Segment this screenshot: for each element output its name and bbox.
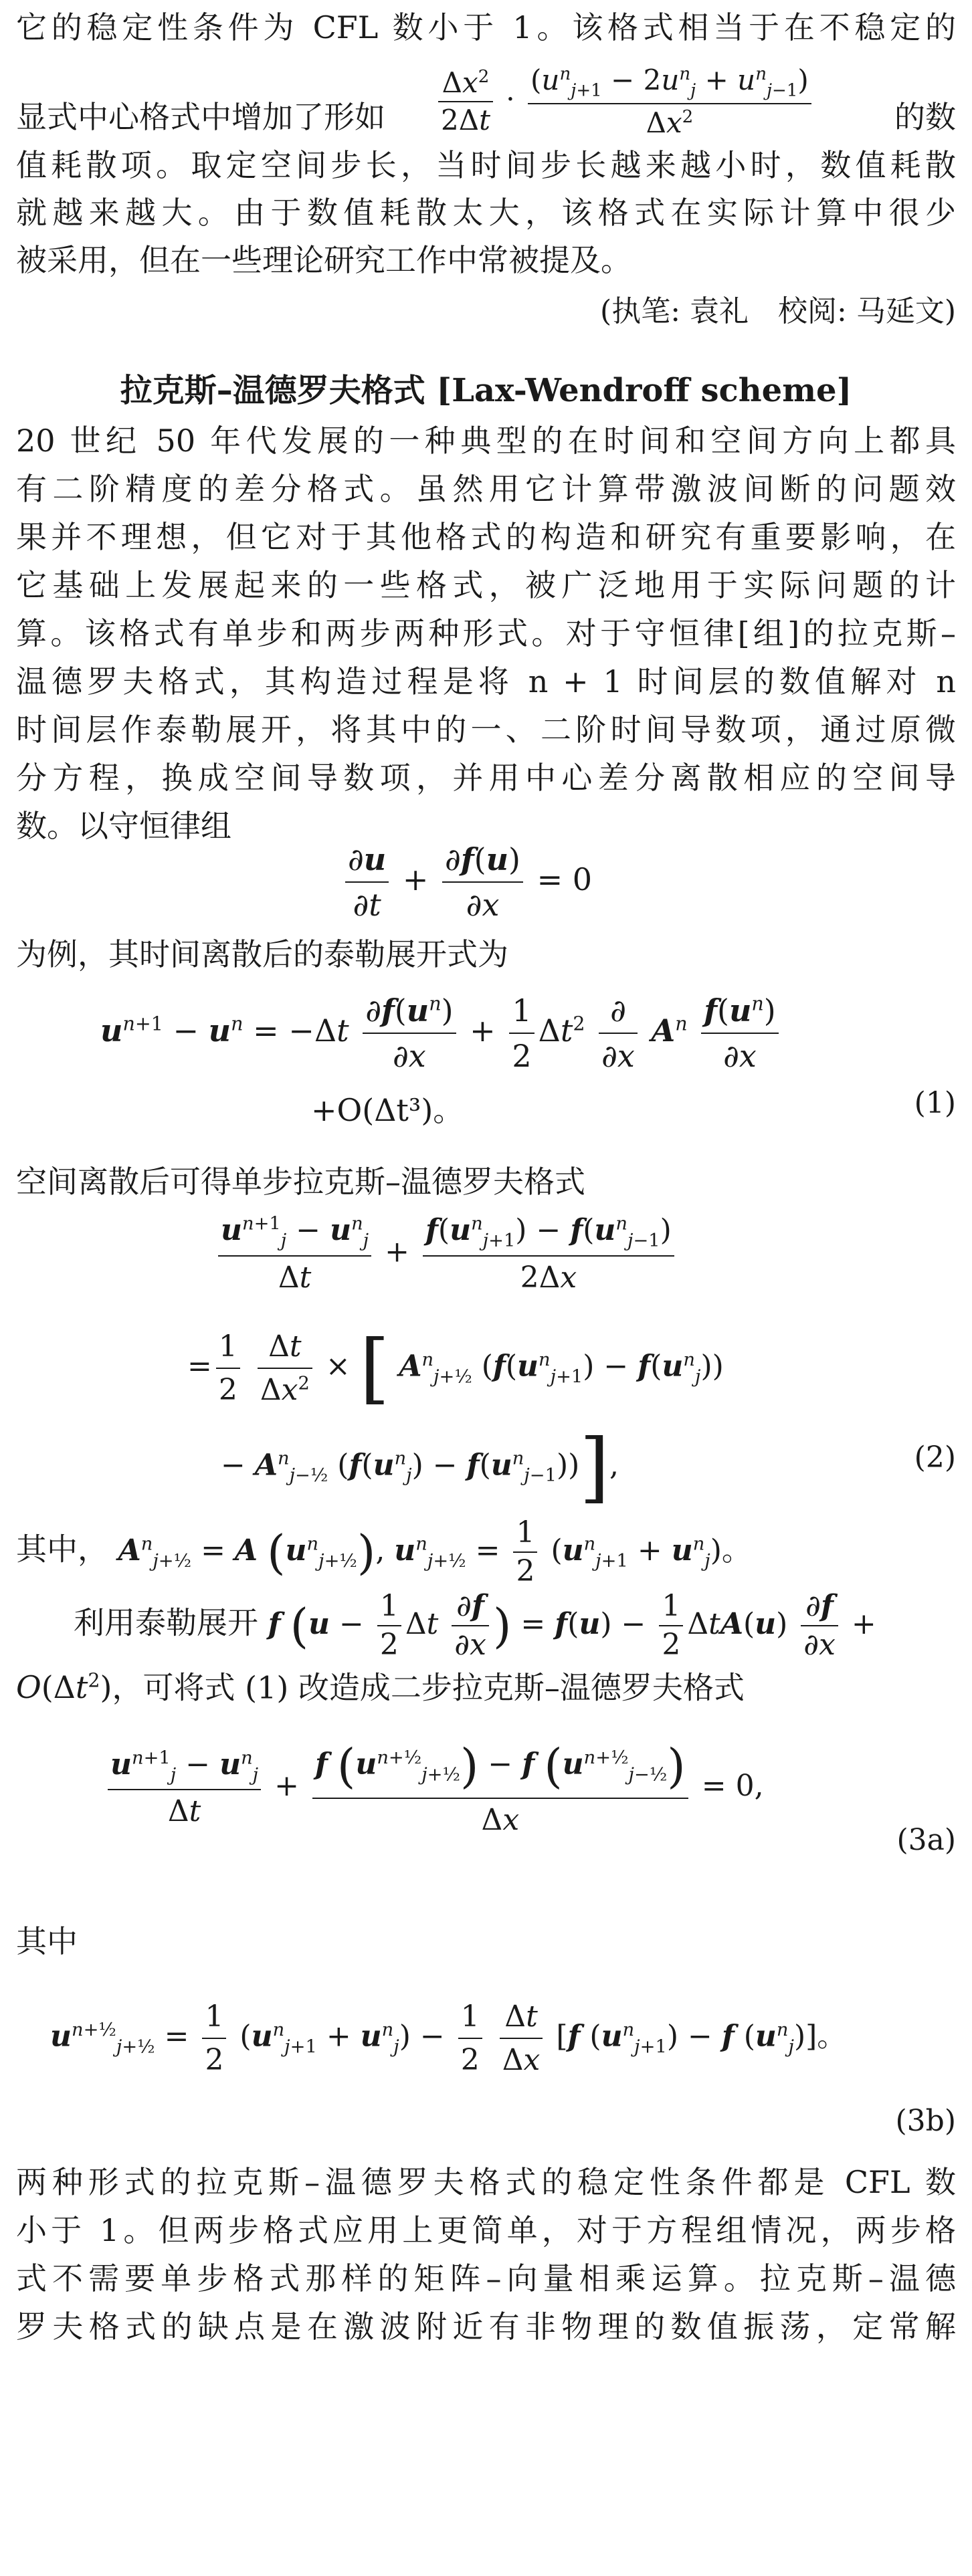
text-line: 数。以守恒律组 [16,808,231,844]
equation-2-line-1: $\frac{u^{n+1}_j - u^n_j}{\Delta t}$ + $\frac{f(u^n_{j+1}) - f(u^n_{j-1})}{2\Delta x}$ [214,1213,678,1295]
entry-title-en: [Lax-Wendroff scheme] [436,372,852,409]
equation-2-line-2: = $\frac{1}{2}$ $\frac{\Delta t}{\Delta x^2}$ × [ $A^n_{j+\frac{1}{2}}$ $(f(u^n_{j+1}) - f(u^n_j))$ [187,1323,724,1413]
equation-2-line-3: − $A^n_{j-\frac{1}{2}}$ $(f(u^n_j) - f(u^n_{j-1}))$], [221,1422,619,1511]
text-line: 时间层作泰勒展开，将其中的一、二阶时间导数项，通过原微 [16,712,956,748]
text-line: 温德罗夫格式，其构造过程是将 n + 1 时间层的数值解对 n [16,663,956,700]
text-line [16,1669,956,1706]
text-line: 就越来越大。由于数值耗散太大，该格式在实际计算中很少 [16,195,956,231]
text-line: 两种形式的拉克斯–温德罗夫格式的稳定性条件都是 CFL 数 [16,2164,956,2200]
inline-formula: f (u − $\frac{1}{2}$ Δt $\frac{\partial f}{\partial x}$ ) = f(u) − $\frac{1}{2}$ ΔtA(u) $\frac{\partial f}{\partial x}$ + [268,1589,876,1662]
equation-number: (3b) [895,2104,956,2138]
text-line: 式不需要单步格式那样的矩阵–向量相乘运算。拉克斯–温德 [16,2260,956,2296]
text-line: 被采用，但在一些理论研究工作中常被提及。 [16,242,631,278]
entry-heading [0,374,972,407]
text-line: 分方程，换成空间导数项，并用中心差分离散相应的空间导 [16,760,956,796]
text-line: 它的稳定性条件为 CFL 数小于 1。该格式相当于在不稳定的 [16,9,956,45]
equation-number: (3a) [896,1823,956,1857]
text-line: 20 世纪 50 年代发展的一种典型的在时间和空间方向上都具 [16,423,956,459]
inline-formula: $A^n_{j+\frac{1}{2}} = A$ $(u^n_{j+\frac{1}{2}})$, $u^n_{j+\frac{1}{2}}$ = $\frac{1}{2}$ $(u^n_{j+1} + u^n_j)$。 [118,1515,751,1588]
text-fragment: 显式中心格式中增加了形如 [16,99,385,135]
equation-number: (2) [914,1440,956,1475]
text-line: 空间离散后可得单步拉克斯–温德罗夫格式 [16,1164,585,1200]
equation-3b: $u^{n+\frac{1}{2}}_{j+\frac{1}{2}}$ = $\frac{1}{2}$ $(u^n_{j+1} + u^n_j)$ − $\frac{1}{2}$ $\frac{\Delta t}{\Delta x}$ [f $(u^n_{j+1}) - f$ $(u^n_j)$]。 [50,2000,847,2077]
author-credit: (执笔: 袁礼 校阅: 马延文) [600,294,956,328]
inline-formula: $\frac{\Delta x^2}{2\Delta t}$ · $\frac{(u^n_{j+1} - 2u^n_j + u^n_{j-1})}{\Delta x^2}$ [434,66,815,137]
text-line: 算。该格式有单步和两步两种形式。对于守恒律[组]的拉克斯– [16,615,956,651]
text-line: 小于 1。但两步格式应用上更简单，对于方程组情况，两步格 [16,2212,956,2248]
text-line: 罗夫格式的缺点是在激波附近有非物理的数值振荡，定常解 [16,2309,956,2345]
text-line: 它基础上发展起来的一些格式，被广泛地用于实际问题的计 [16,567,956,603]
equation-1-line-2: +O(Δt³)。 [311,1092,464,1128]
text-line: 值耗散项。取定空间步长，当时间步长越来越小时，数值耗散 [16,147,956,183]
text-line: 为例，其时间离散后的泰勒展开式为 [16,936,508,972]
text-line: 果并不理想，但它对于其他格式的构造和研究有重要影响，在 [16,519,956,555]
equation-conservation-law: $\frac{\partial u}{\partial t}$ + $\frac{\partial f(u)}{\partial x}$ = 0 [341,841,592,923]
text-fragment: 利用泰勒展开 [74,1604,258,1641]
equation-3a: $\frac{u^{n+1}_j - u^n_j}{\Delta t}$ + $\frac{f (u^{n+\frac{1}{2}}_{j+\frac{1}{2}}) - f (u^{n+\frac{1}{2}}_{j-\frac{1}{2}})}{\Delta x}$ = 0, [104,1739,764,1837]
text-line: 其中 [16,1923,78,1959]
entry-title-cn: 拉克斯–温德罗夫格式 [120,372,425,409]
equation-number: (1) [914,1086,956,1120]
text-fragment: ，可将式 (1) 改造成二步拉克斯–温德罗夫格式 [112,1669,745,1706]
text-fragment: 的数 [894,99,956,135]
text-fragment: 其中， [16,1531,108,1568]
text-line-taylor [74,1589,956,1662]
text-line-with-formula [16,62,956,140]
text-line-where [16,1515,956,1588]
equation-1-line-1: $u^{n+1} - u^n = -\Delta t$ $\frac{\partial f(u^n)}{\partial x}$ + $\frac{1}{2}$ $\Delta t^2$ $\frac{\partial}{\partial x}$ $A^n$ $\frac{f(u^n)}{\partial x}$ [100,992,783,1074]
text-line: 有二阶精度的差分格式。虽然用它计算带激波间断的问题效 [16,471,956,507]
inline-formula: $O(\Delta t^2)$ [16,1669,112,1706]
